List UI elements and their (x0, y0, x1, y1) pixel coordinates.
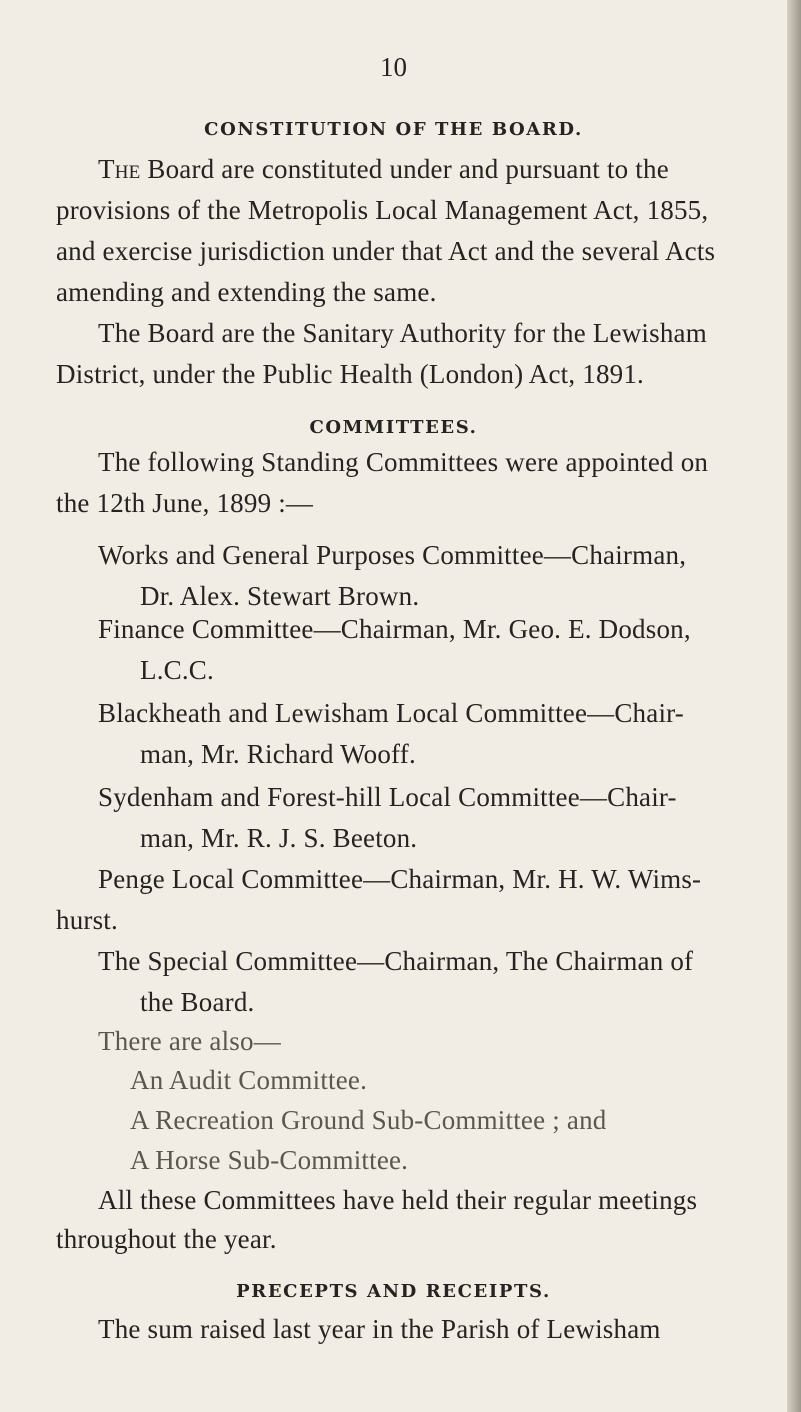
works-committee-line-2: Dr. Alex. Stewart Brown. (140, 581, 420, 611)
constitution-paragraph-1-line-1 (98, 152, 669, 186)
page-edge-shadow (787, 0, 801, 1412)
committees-intro-line-1: The following Standing Committees were appointed on (98, 447, 709, 477)
sydenham-committee-line-2: man, Mr. R. J. S. Beeton. (140, 823, 418, 853)
constitution-paragraph-1-line-2: provisions of the Metropolis Local Management Act, 1855, (56, 195, 709, 225)
works-committee-line-1: Works and General Purposes Committee—Chairman, (98, 540, 687, 570)
blackheath-committee-line-2: man, Mr. Richard Wooff. (140, 739, 416, 769)
additional-committee-item-horse: A Horse Sub-Committee. (130, 1145, 409, 1175)
committees-intro-line-2: the 12th June, 1899 :— (56, 488, 314, 518)
line-text: Board are constituted under and pursuant to the (140, 154, 669, 184)
finance-committee-line-2: L.C.C. (140, 655, 214, 685)
special-committee-line-2: the Board. (140, 987, 255, 1017)
special-committee-line-1: The Special Committee—Chairman, The Chairman of (98, 946, 694, 976)
precepts-heading: PRECEPTS AND RECEIPTS. (236, 1281, 551, 1302)
page-number: 10 (380, 52, 407, 82)
finance-committee-line-1: Finance Committee—Chairman, Mr. Geo. E. Dodson, (98, 614, 691, 644)
opening-word: The (98, 154, 141, 184)
committees-closing-line-2: throughout the year. (56, 1224, 277, 1254)
constitution-paragraph-2-line-2: District, under the Public Health (London) Act, 1891. (56, 359, 644, 389)
blackheath-committee-line-1: Blackheath and Lewisham Local Committee—Chair- (98, 698, 684, 728)
additional-committee-item-recreation: A Recreation Ground Sub-Committee ; and (130, 1105, 607, 1135)
constitution-paragraph-2-line-1: The Board are the Sanitary Authority for the Lewisham (98, 318, 707, 348)
additional-committees-intro: There are also— (98, 1026, 281, 1056)
penge-committee-line-2: hurst. (56, 905, 118, 935)
committees-closing-line-1: All these Committees have held their regular meetings (98, 1185, 698, 1215)
constitution-paragraph-1-line-3: and exercise jurisdiction under that Act and the several Acts (56, 236, 716, 266)
constitution-paragraph-1-line-4: amending and extending the same. (56, 277, 437, 307)
precepts-line-1: The sum raised last year in the Parish of Lewisham (98, 1314, 661, 1344)
constitution-heading: CONSTITUTION OF THE BOARD. (204, 119, 583, 140)
sydenham-committee-line-1: Sydenham and Forest-hill Local Committee—Chair- (98, 782, 677, 812)
additional-committee-item-audit: An Audit Committee. (130, 1065, 368, 1095)
penge-committee-line-1: Penge Local Committee—Chairman, Mr. H. W. Wims- (98, 864, 702, 894)
committees-heading: COMMITTEES. (309, 417, 478, 438)
